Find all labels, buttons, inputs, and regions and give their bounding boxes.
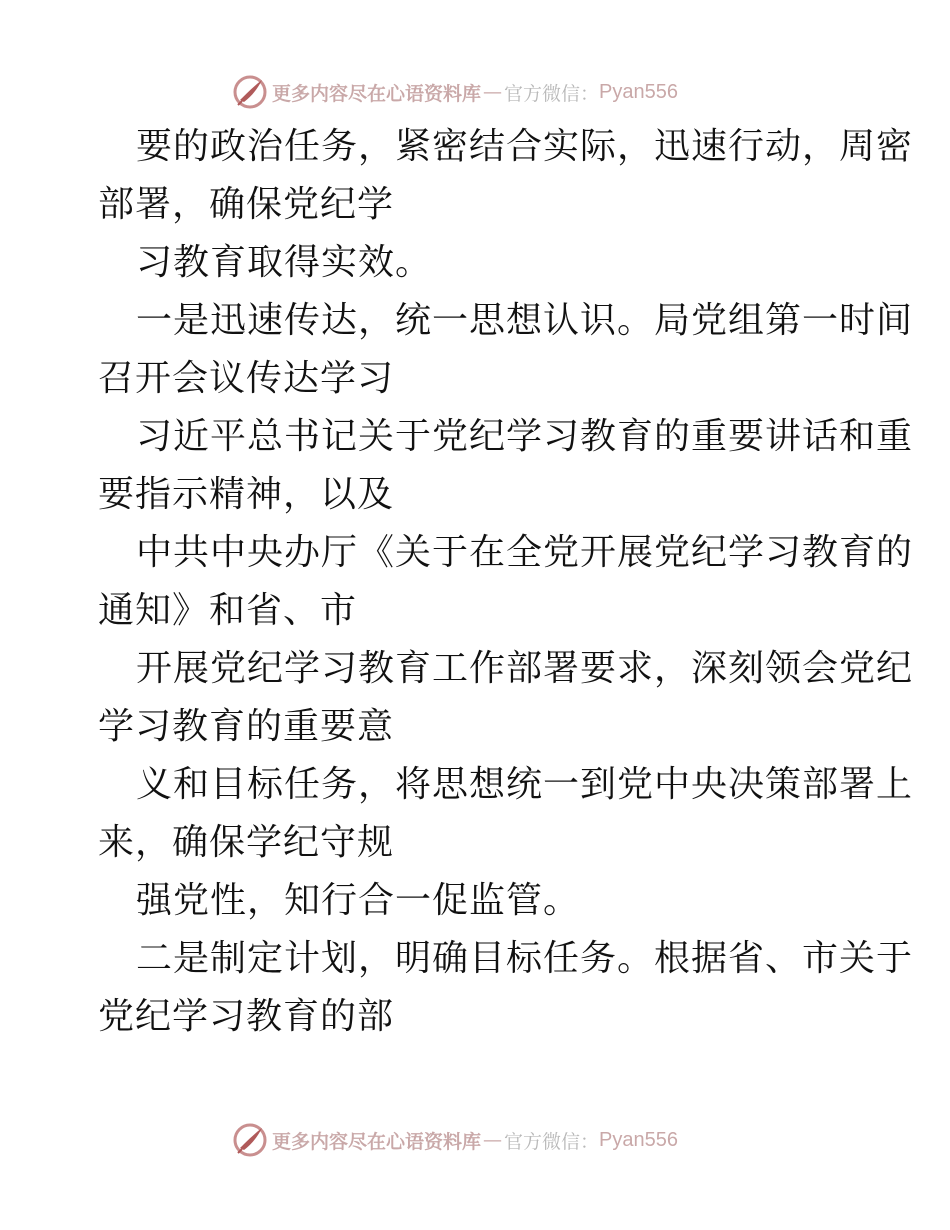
text-line: 开展党纪学习教育工作部署要求，深刻领会党纪 xyxy=(136,648,914,689)
text-line: 要指示精神，以及 xyxy=(98,474,395,515)
wechat-id: Pyan556 xyxy=(599,80,678,103)
text-line: 习教育取得实效。 xyxy=(136,242,433,283)
wechat-label: 官方微信： xyxy=(504,1130,600,1153)
quill-pen-logo-icon xyxy=(232,74,268,110)
text-line: 要的政治任务，紧密结合实际，迅速行动，周密 xyxy=(136,126,914,167)
document-body xyxy=(98,118,914,1046)
text-line: 通知》和省、市 xyxy=(98,590,358,631)
quill-pen-logo-icon xyxy=(232,1122,268,1158)
text-line: 部署，确保党纪学 xyxy=(98,184,395,225)
site-name: 更多内容尽在心语资料库 xyxy=(272,82,482,105)
text-line: 强党性，知行合一促监管。 xyxy=(136,880,581,921)
text-line: 党纪学习教育的部 xyxy=(98,996,395,1037)
banner-dash: — xyxy=(483,1129,503,1151)
text-line: 学习教育的重要意 xyxy=(98,706,395,747)
text-line: 二是制定计划，明确目标任务。根据省、市关于 xyxy=(136,938,914,979)
wechat-id: Pyan556 xyxy=(599,1128,678,1151)
text-line: 习近平总书记关于党纪学习教育的重要讲话和重 xyxy=(136,416,914,457)
site-name: 更多内容尽在心语资料库 xyxy=(272,1130,482,1153)
text-line: 义和目标任务，将思想统一到党中央决策部署上 xyxy=(136,764,914,805)
banner-dash: — xyxy=(483,81,503,103)
header-banner xyxy=(232,72,678,112)
text-line: 中共中央办厅《关于在全党开展党纪学习教育的 xyxy=(136,532,914,573)
footer-banner xyxy=(232,1120,678,1160)
text-line: 一是迅速传达，统一思想认识。局党组第一时间 xyxy=(136,300,914,341)
wechat-label: 官方微信： xyxy=(504,82,600,105)
text-line: 来，确保学纪守规 xyxy=(98,822,395,863)
text-line: 召开会议传达学习 xyxy=(98,358,395,399)
